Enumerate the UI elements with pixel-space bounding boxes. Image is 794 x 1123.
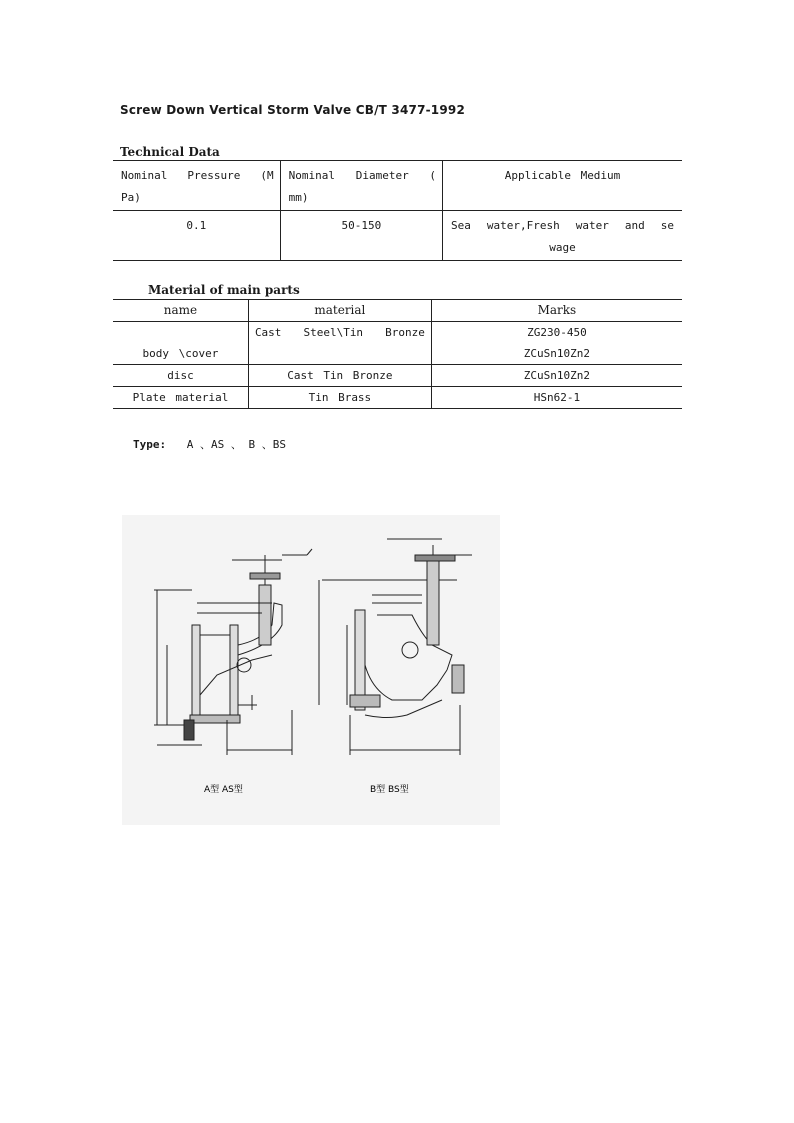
- type-value: A 、AS 、 B 、BS: [186, 438, 286, 451]
- cell-marks: ZCuSn10Zn2: [431, 365, 682, 387]
- table-row: [113, 387, 682, 409]
- header-nominal-diameter: Nominal Diameter ( mm): [280, 161, 442, 211]
- caption-left: A型 AS型: [204, 785, 243, 795]
- header-applicable-medium: Applicable Medium: [443, 161, 682, 211]
- cell-marks: [431, 322, 682, 365]
- cell-marks: HSn62-1: [533, 391, 581, 404]
- header-nominal-pressure: Nominal Pressure (M Pa): [113, 161, 280, 211]
- material-table: [113, 299, 682, 409]
- cell-material: Cast Tin Bronze: [248, 365, 431, 387]
- caption-right: B型 BS型: [370, 785, 409, 795]
- table-header-row: [113, 300, 682, 322]
- technical-data-heading: Technical Data: [120, 145, 220, 159]
- valve-drawing: [122, 515, 500, 825]
- table-row: [113, 365, 682, 387]
- table-row: [113, 211, 682, 261]
- type-label: Type:: [133, 438, 167, 451]
- cell-name: disc: [113, 365, 248, 387]
- cell-material: Cast Steel\Tin Bronze: [248, 322, 431, 365]
- header-name: name: [113, 300, 248, 322]
- header-material: material: [248, 300, 431, 322]
- cell-name: body \cover: [113, 322, 248, 365]
- type-line: [133, 436, 286, 452]
- header-marks: Marks: [431, 300, 682, 322]
- cell-diameter: 50-150: [280, 211, 442, 261]
- material-heading: Material of main parts: [148, 283, 300, 297]
- technical-data-table: [113, 160, 682, 261]
- cell-medium: Sea water,Fresh water and se wage: [451, 219, 674, 254]
- mark-value: ZG230-450: [527, 326, 587, 339]
- cell-pressure: 0.1: [113, 211, 280, 261]
- document-title: Screw Down Vertical Storm Valve CB/T 3477-1992: [120, 103, 466, 117]
- cell-material: Tin Brass: [248, 387, 431, 409]
- valve-drawing-svg: [122, 515, 500, 825]
- cell-name: Plate material: [113, 387, 248, 409]
- table-row: [113, 322, 682, 365]
- table-header-row: [113, 161, 682, 211]
- mark-value: ZCuSn10Zn2: [523, 347, 591, 360]
